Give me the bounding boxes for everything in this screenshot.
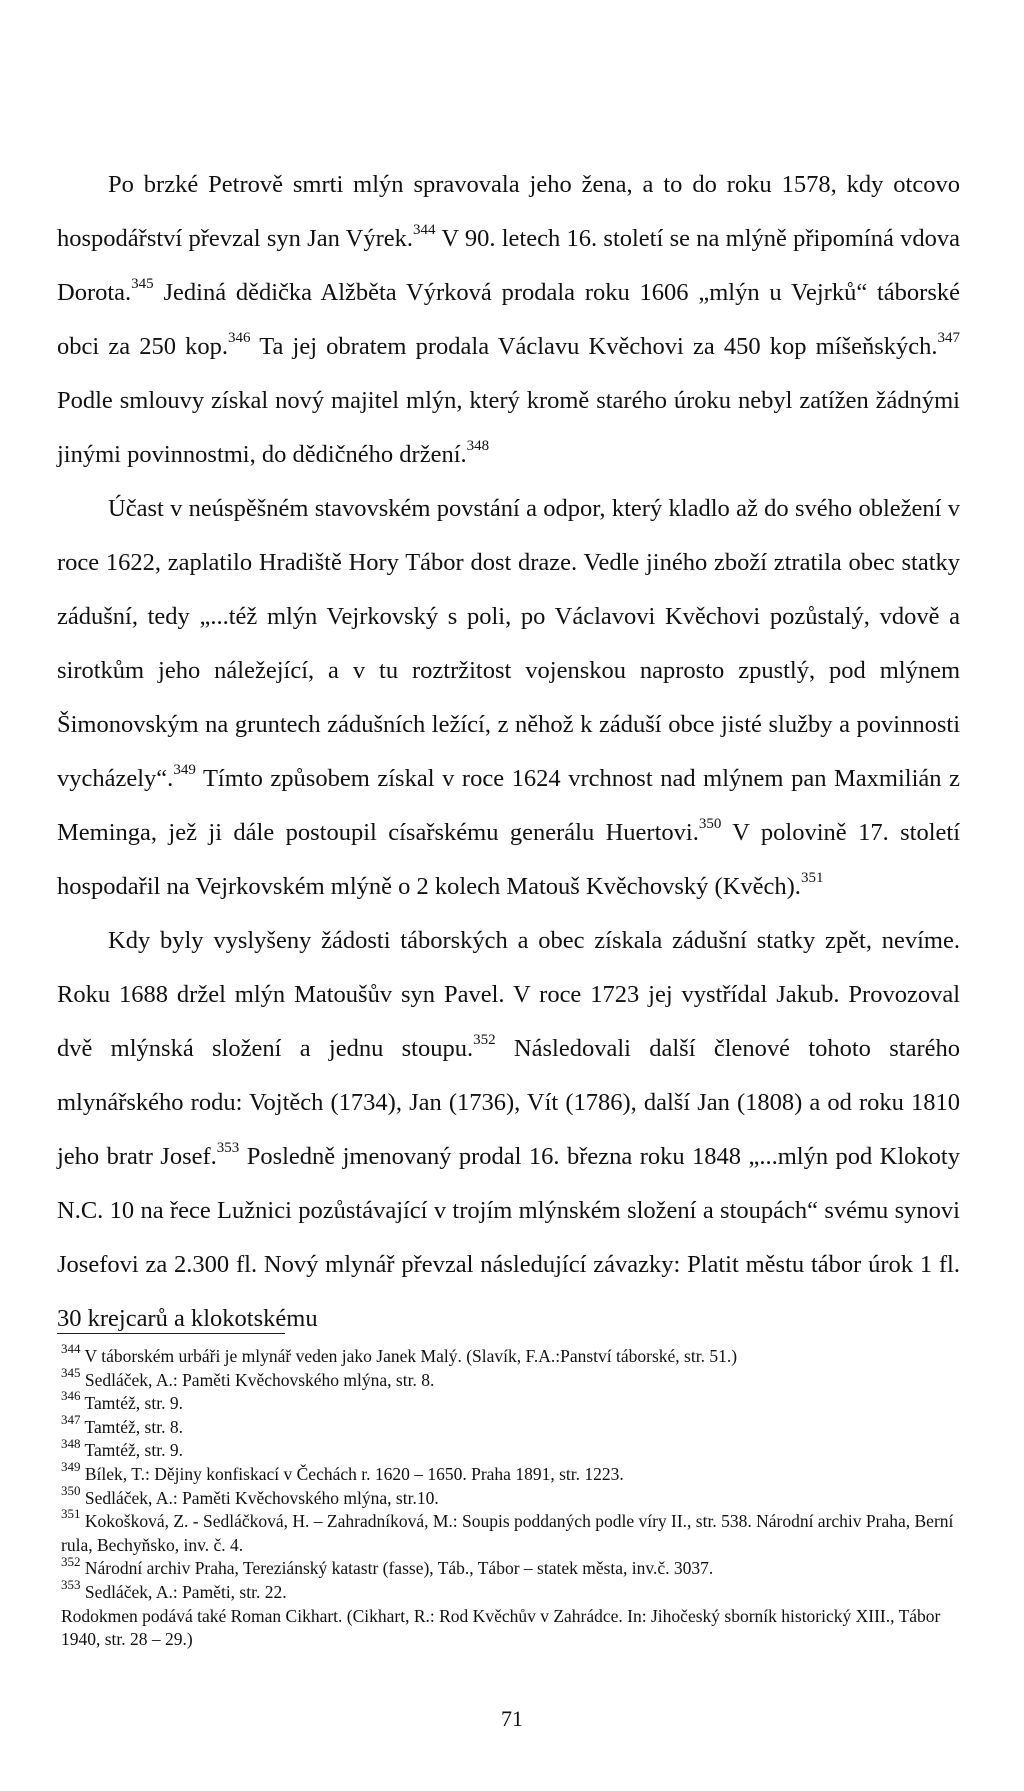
footnote-text: Sedláček, A.: Paměti Kvěchovského mlýna, str. 8.: [80, 1369, 435, 1390]
footnote-reference[interactable]: 351: [800, 869, 824, 886]
text-run: V polovině 17. století hospodařil na Vejrkovském mlýně o 2 kolech Matouš Kvěchovský (Kvěch).: [57, 819, 960, 900]
footnote-text: Tamtéž, str. 9.: [80, 1440, 183, 1461]
paragraph: [57, 158, 960, 482]
footnote-continuation: Rodokmen podává také Roman Cikhart. (Cikhart, R.: Rod Kvěchův v Zahrádce. In: Jihočeský sborník historický XIII., Tábor 1940, str. 28 – 29.): [61, 1605, 941, 1650]
footnote-text: Tamtéž, str. 8.: [80, 1416, 183, 1437]
footnote-number: 353: [61, 1577, 81, 1593]
footnote-text: Kokošková, Z. - Sedláčková, H. – Zahradníková, M.: Soupis poddaných podle víry II., str. 538. Národní archiv Praha, Berní rula, Bechyňsko, inv. č. 4.: [61, 1511, 954, 1555]
footnote: [57, 1577, 967, 1605]
page-number: 71: [501, 1706, 523, 1731]
footnote-text: Bílek, T.: Dějiny konfiskací v Čechách r. 1620 – 1650. Praha 1891, str. 1223.: [80, 1463, 624, 1484]
footnote-text: V táborském urbáři je mlynář veden jako Janek Malý. (Slavík, F.A.:Panství táborské, str. 51.): [80, 1346, 738, 1366]
footnote: [57, 1411, 967, 1440]
footnote-number: 349: [61, 1459, 81, 1475]
footnote-reference[interactable]: 344: [413, 221, 436, 238]
footnote-number: 346: [61, 1388, 81, 1404]
footnote-reference[interactable]: 350: [698, 815, 722, 832]
text-run: Po brzké Petrově smrti mlýn spravovala jeho žena, a to do roku 1578, kdy otcovo hospodářství převzal syn Jan Výrek.: [57, 171, 960, 252]
footnote: [57, 1435, 967, 1463]
text-run: Posledně jmenovaný prodal 16. března roku 1848 „...mlýn pod Klokoty N.C. 10 na řece Lužnici pozůstávající v trojím mlýnském složení a stoupách“ svému synovi Josefovi za 2.300 fl. Nový mlynář převzal následující závazky: Platit městu tábor úrok 1 fl. 30 krejcarů a klokotskému: [57, 1143, 960, 1332]
main-text: [57, 158, 960, 1346]
footnote-separator: [57, 1333, 285, 1334]
footnote-reference[interactable]: 349: [173, 761, 196, 778]
paragraph: [57, 482, 960, 914]
footnote-number: 351: [61, 1506, 81, 1522]
footnote-number: 352: [61, 1553, 81, 1569]
footnote: [57, 1553, 967, 1581]
footnote-number: 350: [61, 1482, 81, 1498]
footnote-reference[interactable]: 348: [466, 437, 490, 454]
footnotes: [57, 1341, 967, 1652]
text-run: Následovali další členové tohoto starého mlynářského rodu: Vojtěch (1734), Jan (1736), Vít (1786), další Jan (1808) a od roku 1810 jeho bratr Josef.: [57, 1035, 960, 1170]
footnote-reference[interactable]: 346: [228, 329, 251, 346]
text-run: Jediná dědička Alžběta Výrková prodala roku 1606 „mlýn u Vejrků“ táborské obci za 250 kop.: [57, 279, 960, 360]
text-run: Ta jej obratem prodala Václavu Kvěchovi za 450 kop míšeňských.: [250, 333, 938, 360]
footnote-text: Sedláček, A.: Paměti, str. 22.: [80, 1581, 287, 1602]
text-run: Kdy byly vyslyšeny žádosti táborských a obec získala zádušní statky zpět, nevíme. Roku 1688 držel mlýn Matoušův syn Pavel. V roce 1723 jej vystřídal Jakub. Provozoval dvě mlýnská složení a jednu stoupu.: [57, 927, 960, 1062]
footnote: [57, 1364, 967, 1393]
footnote-text: Národní archiv Praha, Tereziánský katastr (fasse), Táb., Tábor – statek města, inv.č. 3037.: [80, 1558, 714, 1579]
footnote: [57, 1482, 967, 1511]
footnote: [57, 1341, 967, 1369]
footnote-reference[interactable]: 347: [937, 329, 960, 346]
footnote: [57, 1459, 967, 1487]
footnote-number: 344: [61, 1341, 81, 1357]
footnote-number: 348: [61, 1435, 81, 1451]
text-run: Tímto způsobem získal v roce 1624 vrchnost nad mlýnem pan Maxmilián z Meminga, jež ji dále postoupil císařskému generálu Huertovi.: [57, 765, 960, 846]
footnote-number: 347: [61, 1411, 81, 1427]
footnote-reference[interactable]: 352: [473, 1031, 496, 1048]
text-run: V 90. letech 16. století se na mlýně připomíná vdova Dorota.: [57, 225, 961, 306]
footnote: [57, 1506, 967, 1557]
paragraph: [57, 914, 960, 1346]
text-run: Účast v neúspěšném stavovském povstání a odpor, který kladlo až do svého obležení v roce 1622, zaplatilo Hradiště Hory Tábor dost draze. Vedle jiného zboží ztratila obec statky zádušní, tedy „...též mlýn Vejrkovský s poli, po Václavovi Kvěchovi pozůstalý, vdově a sirotkům jeho náležející, a v tu roztržitost vojenskou naprosto zpustlý, pod mlýnem Šimonovským na gruntech zádušních ležící, z něhož k záduší obce jisté služby a povinnosti vycházely“.: [57, 495, 960, 792]
footnote-reference[interactable]: 345: [131, 275, 154, 292]
footnote-text: Sedláček, A.: Paměti Kvěchovského mlýna, str.10.: [80, 1487, 439, 1508]
footnote-text: Tamtéž, str. 9.: [80, 1393, 183, 1414]
footnote-reference[interactable]: 353: [216, 1139, 240, 1156]
footnote-number: 345: [61, 1364, 81, 1380]
footnote: [57, 1388, 967, 1416]
text-run: Podle smlouvy získal nový majitel mlýn, který kromě starého úroku nebyl zatížen žádnými jinými povinnostmi, do dědičného držení.: [57, 387, 960, 468]
